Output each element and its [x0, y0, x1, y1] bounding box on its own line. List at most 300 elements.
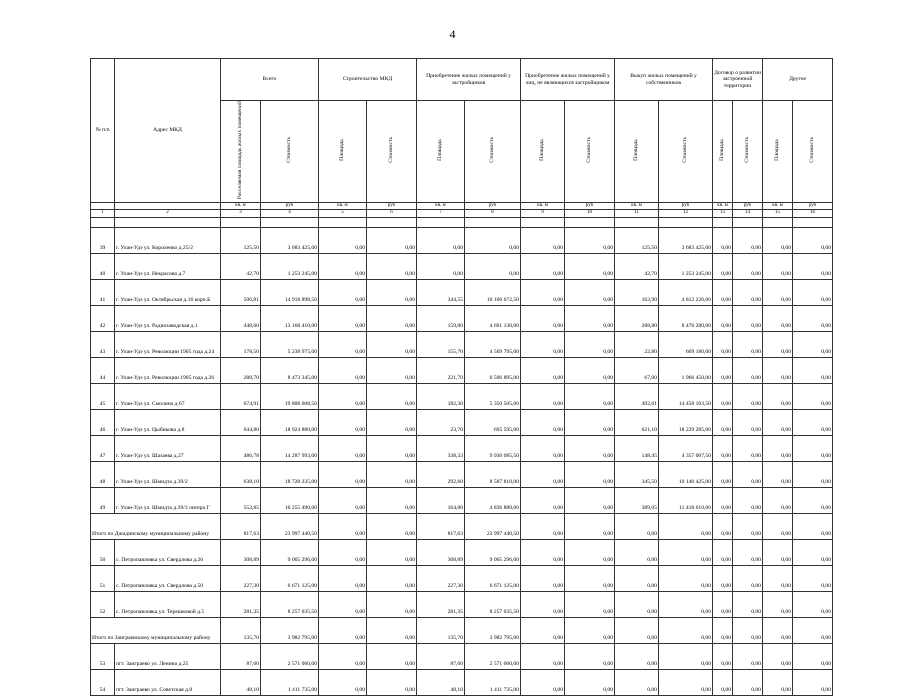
value-cell: 0,00 [713, 617, 733, 643]
value-cell: 0,00 [659, 539, 713, 565]
row-number: 47 [91, 435, 115, 461]
value-cell: 0,00 [763, 435, 793, 461]
value-cell: 0,00 [367, 279, 417, 305]
total-label: Итого по Джидинскому муниципальному району [91, 513, 221, 539]
value-cell: 227,30 [417, 565, 465, 591]
value-cell: 125,50 [221, 227, 261, 253]
value-cell: 0,00 [793, 565, 833, 591]
address-cell: пгт. Заиграево ул. Ленина д.25 [115, 643, 221, 669]
unit-cell [91, 202, 115, 209]
value-cell: 0,00 [367, 409, 417, 435]
value-cell: 4 357 007,50 [659, 435, 713, 461]
value-cell: 87,60 [417, 643, 465, 669]
value-cell: 18 229 285,00 [659, 409, 713, 435]
row-number: 46 [91, 409, 115, 435]
value-cell: 669 180,00 [659, 331, 713, 357]
value-cell: 182,30 [417, 383, 465, 409]
value-cell: 0,00 [615, 643, 659, 669]
total-row [91, 513, 833, 539]
value-cell: 0,00 [521, 409, 565, 435]
value-cell: 16 255 490,00 [261, 487, 319, 513]
value-cell: 0,00 [763, 565, 793, 591]
value-cell: 4 812 226,00 [659, 279, 713, 305]
value-cell: 0,00 [713, 305, 733, 331]
address-cell: г. Улан-Удэ ул. Некрасова д.7 [115, 253, 221, 279]
value-cell: 0,00 [713, 513, 733, 539]
value-cell: 42,70 [221, 253, 261, 279]
unit-cell: руб [659, 202, 713, 209]
row-number: 41 [91, 279, 115, 305]
column-index-cell: 8 [465, 209, 521, 217]
value-cell: 0,00 [793, 305, 833, 331]
value-cell: 0,00 [659, 591, 713, 617]
value-cell: 0,00 [367, 643, 417, 669]
value-cell: 0,00 [521, 227, 565, 253]
value-cell: 0,00 [713, 643, 733, 669]
value-cell: 0,00 [565, 253, 615, 279]
value-cell: 0,00 [521, 461, 565, 487]
table-row [91, 539, 833, 565]
subheader-cost-16 [793, 101, 833, 203]
value-cell: 0,00 [793, 461, 833, 487]
value-cell: 0,00 [367, 253, 417, 279]
value-cell: 0,00 [659, 513, 713, 539]
value-cell: 0,00 [763, 591, 793, 617]
row-number: 40 [91, 253, 115, 279]
subheader-cost-8 [465, 101, 521, 203]
subheader-area-11 [615, 101, 659, 203]
value-cell: 0,00 [565, 409, 615, 435]
value-cell: 621,10 [615, 409, 659, 435]
value-cell: 0,00 [521, 539, 565, 565]
value-cell: 6 671 125,00 [465, 565, 521, 591]
value-cell: 0,00 [521, 357, 565, 383]
value-cell: 9 065 296,00 [261, 539, 319, 565]
value-cell: 0,00 [793, 669, 833, 695]
value-cell: 0,00 [565, 669, 615, 695]
value-cell: 1 253 245,00 [659, 253, 713, 279]
row-number: 44 [91, 357, 115, 383]
value-cell: 14 458 103,50 [659, 383, 713, 409]
value-cell: 0,00 [713, 669, 733, 695]
unit-cell: руб [793, 202, 833, 209]
value-cell: 0,00 [565, 617, 615, 643]
value-cell: 0,00 [319, 331, 367, 357]
value-cell: 0,00 [521, 305, 565, 331]
column-index-cell: 9 [521, 209, 565, 217]
value-cell: 9 930 085,50 [465, 435, 521, 461]
value-cell: 0,00 [367, 617, 417, 643]
value-cell: 4 836 880,00 [465, 487, 521, 513]
subheader-label: Стоимость [744, 137, 751, 163]
value-cell: 0,00 [763, 513, 793, 539]
value-cell: 0,00 [319, 643, 367, 669]
value-cell: 288,80 [615, 305, 659, 331]
subheader-area-13 [713, 101, 733, 203]
value-cell: 0,00 [367, 357, 417, 383]
value-cell: 292,60 [417, 461, 465, 487]
value-cell: 0,00 [763, 539, 793, 565]
value-cell: 0,00 [565, 279, 615, 305]
row-number: 43 [91, 331, 115, 357]
value-cell: 0,00 [733, 643, 763, 669]
value-cell: 0,00 [521, 669, 565, 695]
value-cell: 0,00 [367, 539, 417, 565]
spacer-cell [793, 217, 833, 227]
value-cell: 0,00 [713, 565, 733, 591]
row-number: 54 [91, 669, 115, 695]
value-cell: 0,00 [733, 279, 763, 305]
value-cell: 148,45 [615, 435, 659, 461]
value-cell: 0,00 [565, 643, 615, 669]
value-cell: 448,60 [221, 305, 261, 331]
value-cell: 23 997 440,50 [261, 513, 319, 539]
value-cell: 2 571 060,00 [465, 643, 521, 669]
row-number: 48 [91, 461, 115, 487]
value-cell: 0,00 [565, 591, 615, 617]
value-cell: 0,00 [793, 487, 833, 513]
value-cell: 0,00 [733, 305, 763, 331]
unit-cell: кв. м [319, 202, 367, 209]
value-cell: 0,00 [793, 591, 833, 617]
address-cell: пгт. Заиграево ул. Советская д.8 [115, 669, 221, 695]
value-cell: 18 728 235,00 [261, 461, 319, 487]
subheader-label: Площадь [774, 139, 781, 161]
value-cell: 644,80 [221, 409, 261, 435]
subheader-label: Стоимость [682, 137, 689, 163]
value-cell: 0,00 [521, 253, 565, 279]
header-group-total: Всего [221, 59, 319, 101]
value-cell: 3 683 425,00 [261, 227, 319, 253]
value-cell: 6 506 895,00 [465, 357, 521, 383]
value-cell: 2 571 060,00 [261, 643, 319, 669]
subheader-label: Стоимость [286, 137, 293, 163]
value-cell: 0,00 [713, 435, 733, 461]
value-cell: 10 106 672,50 [465, 279, 521, 305]
value-cell: 0,00 [793, 253, 833, 279]
header-row-no: № п/п [91, 59, 115, 203]
value-cell: 0,00 [713, 227, 733, 253]
value-cell: 1 411 735,00 [465, 669, 521, 695]
value-cell: 0,00 [521, 331, 565, 357]
value-cell: 0,00 [793, 383, 833, 409]
table-row [91, 253, 833, 279]
value-cell: 0,00 [763, 357, 793, 383]
column-index-cell: 1 [91, 209, 115, 217]
value-cell: 0,00 [565, 357, 615, 383]
value-cell: 817,63 [221, 513, 261, 539]
value-cell: 0,00 [793, 617, 833, 643]
value-cell: 0,00 [367, 513, 417, 539]
value-cell: 0,00 [367, 383, 417, 409]
value-cell: 0,00 [319, 461, 367, 487]
value-cell: 638,10 [221, 461, 261, 487]
value-cell: 8 587 810,00 [465, 461, 521, 487]
subheader-total-area-3 [221, 101, 261, 203]
value-cell: 0,00 [733, 565, 763, 591]
address-cell: г. Улан-Удэ ул. Шазаева д.27 [115, 435, 221, 461]
value-cell: 0,00 [733, 357, 763, 383]
value-cell: 23,70 [417, 409, 465, 435]
value-cell: 5 238 975,00 [261, 331, 319, 357]
value-cell: 0,00 [763, 279, 793, 305]
value-cell: 18 924 880,00 [261, 409, 319, 435]
value-cell: 0,00 [319, 513, 367, 539]
value-cell: 695 595,00 [465, 409, 521, 435]
header-address: Адрес МКД [115, 59, 221, 203]
value-cell: 159,80 [417, 305, 465, 331]
value-cell: 0,00 [367, 227, 417, 253]
subheader-label: Площадь [633, 139, 640, 161]
column-index-cell: 12 [659, 209, 713, 217]
column-index-cell: 2 [115, 209, 221, 217]
value-cell: 1 253 245,00 [261, 253, 319, 279]
value-cell: 0,00 [733, 253, 763, 279]
address-cell: г. Улан-Удэ ул. Шмидта д.39/3 литера Г [115, 487, 221, 513]
spacer-cell [521, 217, 565, 227]
spacer-cell [261, 217, 319, 227]
value-cell: 0,00 [793, 643, 833, 669]
value-cell: 0,00 [521, 383, 565, 409]
value-cell: 0,00 [319, 409, 367, 435]
row-number: 50 [91, 539, 115, 565]
value-cell: 0,00 [763, 227, 793, 253]
address-cell: г. Улан-Удэ ул. Цыбикова д.8 [115, 409, 221, 435]
value-cell: 164,80 [417, 487, 465, 513]
header-group-construction: Строительство МКД [319, 59, 417, 101]
table-row [91, 357, 833, 383]
value-cell: 389,05 [615, 487, 659, 513]
value-cell: 0,00 [565, 461, 615, 487]
subheader-label: Площадь [339, 139, 346, 161]
column-index-row [91, 209, 833, 217]
value-cell: 42,70 [615, 253, 659, 279]
value-cell: 0,00 [733, 461, 763, 487]
value-cell: 0,00 [733, 331, 763, 357]
value-cell: 281,35 [417, 591, 465, 617]
value-cell: 0,00 [733, 591, 763, 617]
value-cell: 0,00 [713, 279, 733, 305]
subheader-area-5 [319, 101, 367, 203]
resettlement-table [90, 58, 833, 696]
unit-cell: руб [261, 202, 319, 209]
value-cell: 0,00 [319, 539, 367, 565]
value-cell: 0,00 [713, 253, 733, 279]
column-index-cell: 7 [417, 209, 465, 217]
value-cell: 0,00 [319, 487, 367, 513]
value-cell: 0,00 [521, 643, 565, 669]
value-cell: 0,00 [713, 591, 733, 617]
subheader-label: Площадь [719, 139, 726, 161]
value-cell: 3 683 425,00 [659, 227, 713, 253]
spacer-row [91, 217, 833, 227]
value-cell: 0,00 [319, 279, 367, 305]
subheader-label: Стоимость [388, 137, 395, 163]
value-cell: 0,00 [763, 617, 793, 643]
subheader-cost-14 [733, 101, 763, 203]
value-cell: 0,00 [763, 253, 793, 279]
value-cell: 0,00 [763, 487, 793, 513]
value-cell: 0,00 [367, 669, 417, 695]
spacer-cell [115, 217, 221, 227]
unit-cell: кв. м [713, 202, 733, 209]
value-cell: 0,00 [763, 669, 793, 695]
subheader-label: Расселяемая площадь жилых помещений [237, 101, 244, 200]
subheader-label: Стоимость [809, 137, 816, 163]
value-cell: 0,00 [793, 279, 833, 305]
value-cell: 0,00 [319, 565, 367, 591]
unit-cell: кв. м [763, 202, 793, 209]
value-cell: 0,00 [319, 435, 367, 461]
value-cell: 486,78 [221, 435, 261, 461]
value-cell: 0,00 [733, 513, 763, 539]
column-index-cell: 10 [565, 209, 615, 217]
value-cell: 0,00 [565, 227, 615, 253]
address-cell: г. Улан-Удэ ул. Революции 1905 года д.24 [115, 331, 221, 357]
value-cell: 0,00 [763, 331, 793, 357]
value-cell: 0,00 [713, 357, 733, 383]
value-cell: 4 569 795,00 [465, 331, 521, 357]
value-cell: 135,70 [417, 617, 465, 643]
value-cell: 0,00 [615, 565, 659, 591]
value-cell: 0,00 [733, 539, 763, 565]
value-cell: 0,00 [521, 279, 565, 305]
spacer-cell [733, 217, 763, 227]
value-cell: 0,00 [733, 383, 763, 409]
value-cell: 674,91 [221, 383, 261, 409]
value-cell: 0,00 [733, 487, 763, 513]
subheader-area-7 [417, 101, 465, 203]
value-cell: 281,35 [221, 591, 261, 617]
value-cell: 1 411 735,00 [261, 669, 319, 695]
value-cell: 0,00 [319, 253, 367, 279]
value-cell: 8 257 035,50 [261, 591, 319, 617]
header-group-buyout: Выкуп жилых помещений у собственников [615, 59, 713, 101]
value-cell: 0,00 [367, 591, 417, 617]
value-cell: 0,00 [733, 669, 763, 695]
page-number: 4 [449, 27, 456, 41]
row-number: 49 [91, 487, 115, 513]
value-cell: 4 691 130,00 [465, 305, 521, 331]
row-number: 53 [91, 643, 115, 669]
value-cell: 345,50 [615, 461, 659, 487]
value-cell: 5 350 505,00 [465, 383, 521, 409]
value-cell: 0,00 [763, 461, 793, 487]
row-number: 42 [91, 305, 115, 331]
value-cell: 0,00 [521, 591, 565, 617]
table-row [91, 305, 833, 331]
value-cell: 155,70 [417, 331, 465, 357]
value-cell: 6 671 125,00 [261, 565, 319, 591]
value-cell: 0,00 [367, 435, 417, 461]
value-cell: 0,00 [367, 487, 417, 513]
table-row [91, 487, 833, 513]
value-cell: 0,00 [615, 513, 659, 539]
column-index-cell: 15 [763, 209, 793, 217]
value-cell: 0,00 [763, 305, 793, 331]
row-number: 39 [91, 227, 115, 253]
table-body [91, 217, 833, 695]
value-cell: 0,00 [565, 331, 615, 357]
subheader-cost-12 [659, 101, 713, 203]
column-index-cell: 6 [367, 209, 417, 217]
value-cell: 48,10 [417, 669, 465, 695]
value-cell: 0,00 [367, 331, 417, 357]
value-cell: 0,00 [417, 227, 465, 253]
value-cell: 0,00 [565, 383, 615, 409]
value-cell: 0,00 [659, 565, 713, 591]
row-number: 51 [91, 565, 115, 591]
value-cell: 0,00 [521, 565, 565, 591]
total-label: Итого по Заиграевскому муниципальному району [91, 617, 221, 643]
value-cell: 14 918 898,50 [261, 279, 319, 305]
value-cell: 135,70 [221, 617, 261, 643]
address-cell: г. Улан-Удэ ул. Шмидта д.39/2 [115, 461, 221, 487]
table-row [91, 227, 833, 253]
spacer-cell [565, 217, 615, 227]
value-cell: 0,00 [367, 305, 417, 331]
value-cell: 9 065 296,00 [465, 539, 521, 565]
value-cell: 10 140 425,00 [659, 461, 713, 487]
value-cell: 23 997 440,50 [465, 513, 521, 539]
value-cell: 0,00 [659, 643, 713, 669]
spacer-cell [713, 217, 733, 227]
value-cell: 817,63 [417, 513, 465, 539]
column-index-cell: 13 [713, 209, 733, 217]
value-cell: 0,00 [793, 539, 833, 565]
value-cell: 14 287 993,00 [261, 435, 319, 461]
spacer-cell [417, 217, 465, 227]
value-cell: 0,00 [733, 435, 763, 461]
value-cell: 19 808 608,50 [261, 383, 319, 409]
subheader-label: Площадь [437, 139, 444, 161]
spacer-cell [221, 217, 261, 227]
value-cell: 0,00 [713, 487, 733, 513]
unit-cell: кв. м [615, 202, 659, 209]
value-cell: 0,00 [713, 383, 733, 409]
subheader-label: Стоимость [489, 137, 496, 163]
subheader-cost-10 [565, 101, 615, 203]
value-cell: 221,70 [417, 357, 465, 383]
spacer-cell [465, 217, 521, 227]
value-cell: 0,00 [763, 409, 793, 435]
value-cell: 0,00 [615, 539, 659, 565]
value-cell: 22,80 [615, 331, 659, 357]
column-index-cell: 5 [319, 209, 367, 217]
value-cell: 0,00 [793, 357, 833, 383]
column-index-cell: 4 [261, 209, 319, 217]
table-row [91, 383, 833, 409]
value-cell: 0,00 [615, 669, 659, 695]
value-cell: 0,00 [713, 331, 733, 357]
unit-cell [115, 202, 221, 209]
value-cell: 67,00 [615, 357, 659, 383]
table-row [91, 435, 833, 461]
address-cell: с. Петропавловка ул. Свердлова д.50 [115, 565, 221, 591]
value-cell: 178,50 [221, 331, 261, 357]
value-cell: 0,00 [763, 643, 793, 669]
value-cell: 0,00 [793, 513, 833, 539]
value-cell: 0,00 [793, 227, 833, 253]
column-index-cell: 14 [733, 209, 763, 217]
spacer-cell [763, 217, 793, 227]
value-cell: 0,00 [713, 539, 733, 565]
value-cell: 0,00 [465, 253, 521, 279]
table-row [91, 669, 833, 695]
subheader-area-9 [521, 101, 565, 203]
address-cell: г. Улан-Удэ ул. Революции 1905 года д.26 [115, 357, 221, 383]
value-cell: 308,89 [221, 539, 261, 565]
